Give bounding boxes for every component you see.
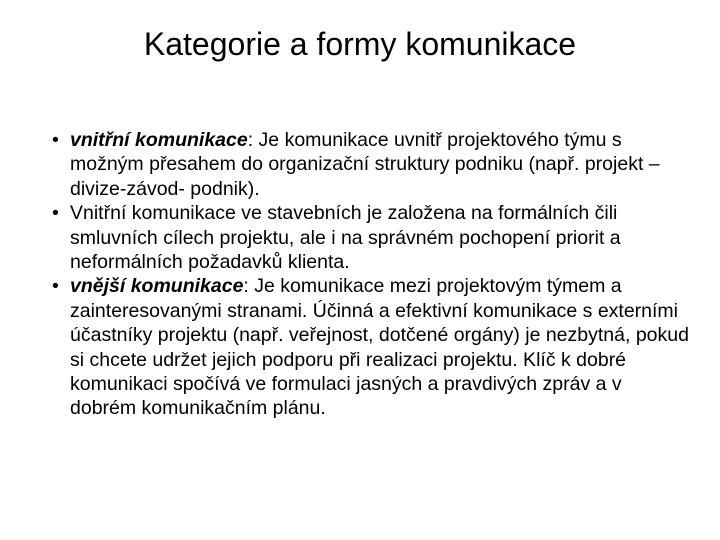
bullet-text: Vnitřní komunikace ve stavebních je založena na formálních čili smluvních cílech projektu, ale i na správném pochopení priorit a neformálních požadavků klienta. <box>70 202 621 274</box>
bullet-list <box>52 128 692 421</box>
bullet-item-internal-construction <box>52 201 692 274</box>
bullet-text: : Je komunikace uvnitř projektového týmu s možným přesahem do organizační struktury podniku (např. projekt –divize-závod- podnik). <box>70 129 660 200</box>
bullet-dot-icon: • <box>52 275 59 298</box>
slide-title: Kategorie a formy komunikace <box>143 26 577 62</box>
bullet-dot-icon: • <box>52 202 59 225</box>
bullet-term: vnitřní komunikace <box>70 129 248 151</box>
bullet-text: : Je komunikace mezi projektovým týmem a zainteresovanými stranami. Účinná a efektivní komunikace s externími účastníky projektu (např. veřejnost, dotčené orgány) je nezbytná, pokud si chcete udržet jejich podporu při realizaci projektu. Klíč k dobré komunikaci spočívá ve formulaci jasných a pravdivých zpráv a v dobrém komunikačním plánu. <box>70 275 689 420</box>
bullet-item-internal-communication <box>52 128 692 201</box>
bullet-item-external-communication <box>52 274 692 420</box>
bullet-term: vnější komunikace <box>70 275 244 298</box>
bullet-dot-icon: • <box>52 129 59 151</box>
